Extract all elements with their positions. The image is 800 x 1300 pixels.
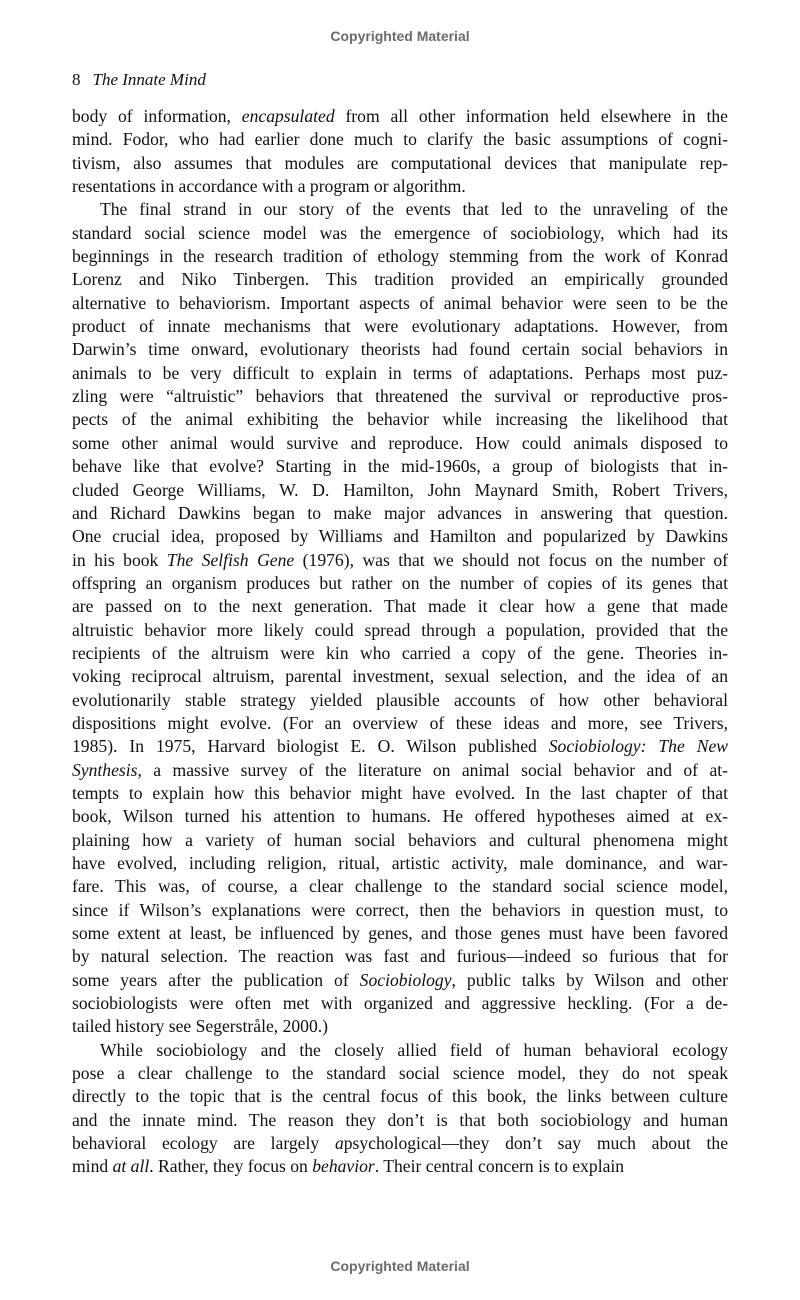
text-line: mind. Fodor, who had earlier done much to clarify the basic assumptions of cogni-	[72, 129, 728, 150]
text-line: One crucial idea, proposed by Williams and Hamilton and popularized by Dawkins	[72, 526, 728, 547]
text-line: pose a clear challenge to the standard social science model, they do not speak	[72, 1063, 728, 1084]
text-line: Lorenz and Niko Tinbergen. This tradition provided an empirically grounded	[72, 269, 728, 290]
page-number: 8	[72, 70, 81, 89]
text-line: alternative to behaviorism. Important aspects of animal behavior were seen to be the	[72, 292, 728, 313]
text-line: zling were “altruistic” behaviors that threatened the survival or reproductive pros-	[72, 386, 728, 407]
body-text	[72, 105, 728, 1179]
text-line: offspring an organism produces but rather on the number of copies of its genes that	[72, 572, 728, 593]
text-line: voking reciprocal altruism, parental investment, sexual selection, and the idea of an	[72, 666, 728, 687]
text-line: mind at all. Rather, they focus on behavior. Their central concern is to explain	[72, 1156, 625, 1177]
text-line: The final strand in our story of the events that led to the unraveling of the	[100, 199, 728, 220]
text-line: book, Wilson turned his attention to humans. He offered hypotheses aimed at ex-	[72, 806, 728, 827]
text-line: standard social science model was the emergence of sociobiology, which had its	[72, 222, 728, 243]
copyright-watermark-bottom: Copyrighted Material	[330, 1258, 470, 1274]
running-head	[72, 70, 206, 90]
text-line: directly to the topic that is the central focus of this book, the links between culture	[72, 1086, 728, 1107]
text-line: by natural selection. The reaction was fast and furious—indeed so furious that for	[72, 946, 728, 967]
text-line: resentations in accordance with a program or algorithm.	[72, 176, 466, 197]
text-line: fare. This was, of course, a clear challenge to the standard social science model,	[72, 876, 728, 897]
text-line: tivism, also assumes that modules are computational devices that manipulate rep-	[72, 152, 728, 173]
text-line: are passed on to the next generation. That made it clear how a gene that made	[72, 596, 728, 617]
text-line: behavioral ecology are largely apsychological—they don’t say much about the	[72, 1133, 728, 1154]
text-line: have evolved, including religion, ritual, artistic activity, male dominance, and war-	[72, 853, 728, 873]
text-line: tempts to explain how this behavior might have evolved. In the last chapter of that	[72, 782, 728, 803]
book-title: The Innate Mind	[92, 70, 206, 89]
text-line: some other animal would survive and reproduce. How could animals disposed to	[72, 432, 728, 453]
paragraph	[72, 105, 728, 198]
text-line: and the innate mind. The reason they don’t is that both sociobiology and human	[72, 1109, 728, 1130]
text-line: behave like that evolve? Starting in the mid-1960s, a group of biologists that in-	[72, 456, 728, 477]
text-line: Darwin’s time onward, evolutionary theorists had found certain social behaviors in	[72, 339, 728, 360]
text-line: sociobiologists were often met with organized and aggressive heckling. (For a de-	[72, 993, 728, 1014]
text-line: animals to be very difficult to explain in terms of adaptations. Perhaps most puz-	[72, 362, 728, 383]
text-line: recipients of the altruism were kin who carried a copy of the gene. Theories in-	[72, 642, 728, 663]
text-line: tailed history see Segerstråle, 2000.)	[72, 1016, 329, 1037]
text-line: plaining how a variety of human social behaviors and cultural phenomena might	[72, 829, 728, 850]
text-line: product of innate mechanisms that were evolutionary adaptations. However, from	[72, 316, 728, 337]
paragraph	[72, 198, 728, 1038]
text-line: some extent at least, be influenced by genes, and those genes must have been favored	[72, 923, 728, 944]
text-line: beginnings in the research tradition of ethology stemming from the work of Konrad	[72, 246, 728, 267]
text-line: Synthesis, a massive survey of the literature on animal social behavior and of at-	[72, 759, 728, 780]
copyright-watermark-top: Copyrighted Material	[330, 28, 470, 44]
text-line: pects of the animal exhibiting the behavior while increasing the likelihood that	[72, 409, 728, 430]
text-line: in his book The Selfish Gene (1976), was that we should not focus on the number of	[72, 549, 728, 570]
text-line: some years after the publication of Sociobiology, public talks by Wilson and other	[72, 969, 728, 990]
text-line: dispositions might evolve. (For an overview of these ideas and more, see Trivers,	[72, 712, 728, 733]
text-line: While sociobiology and the closely allied field of human behavioral ecology	[100, 1039, 728, 1060]
text-line: 1985). In 1975, Harvard biologist E. O. Wilson published Sociobiology: The New	[72, 736, 728, 757]
text-line: evolutionarily stable strategy yielded plausible accounts of how other behavioral	[72, 689, 728, 710]
text-line: cluded George Williams, W. D. Hamilton, John Maynard Smith, Robert Trivers,	[72, 479, 728, 500]
text-line: altruistic behavior more likely could spread through a population, provided that the	[72, 619, 728, 640]
text-line: and Richard Dawkins began to make major advances in answering that question.	[72, 502, 728, 523]
text-line: since if Wilson’s explanations were correct, then the behaviors in question must, to	[72, 899, 728, 920]
text-line: body of information, encapsulated from all other information held elsewhere in the	[72, 106, 728, 126]
paragraph	[72, 1039, 728, 1179]
